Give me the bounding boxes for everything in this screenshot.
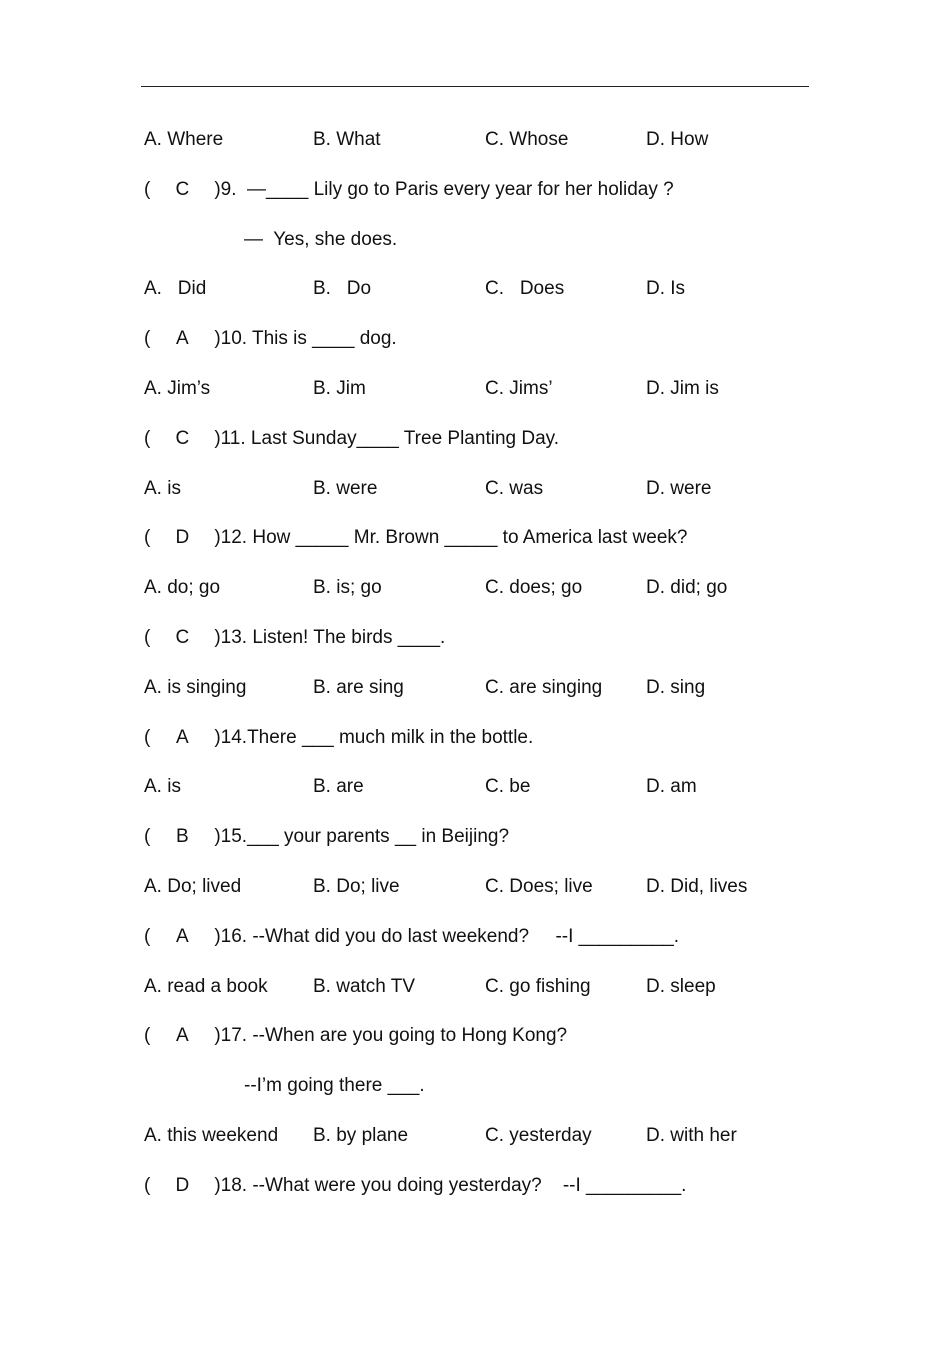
dialogue-continuation bbox=[144, 215, 844, 265]
answer-letter: A bbox=[175, 1025, 189, 1047]
question-text: )9. —____ Lily go to Paris every year for her holiday ? bbox=[214, 178, 674, 200]
question-text: )17. --When are you going to Hong Kong? bbox=[214, 1025, 568, 1047]
answer-bracket: ( bbox=[144, 1174, 151, 1196]
option-a: A. read a book bbox=[144, 975, 268, 997]
answer-letter: A bbox=[175, 328, 189, 350]
option-c: C. Does; live bbox=[485, 875, 593, 897]
option-a: A. Did bbox=[144, 278, 207, 300]
option-a: A. Where bbox=[144, 129, 224, 150]
option-b: B. Do bbox=[313, 278, 372, 300]
option-d: D. Is bbox=[646, 278, 686, 300]
option-a: A. is singing bbox=[144, 676, 247, 698]
option-d: D. did; go bbox=[646, 577, 728, 599]
continuation-text: --I’m going there ___. bbox=[244, 1075, 425, 1097]
option-b: B. What bbox=[313, 129, 381, 150]
question-text: )14.There ___ much milk in the bottle. bbox=[214, 726, 534, 748]
option-b: B. Jim bbox=[313, 377, 366, 399]
option-a: A. Do; lived bbox=[144, 875, 242, 897]
option-a: A. do; go bbox=[144, 577, 221, 599]
option-a: A. is bbox=[144, 776, 181, 798]
option-a: A. this weekend bbox=[144, 1124, 279, 1146]
option-b: B. by plane bbox=[313, 1124, 409, 1146]
question-line bbox=[144, 912, 844, 962]
options-row bbox=[144, 663, 844, 713]
answer-letter: A bbox=[175, 726, 189, 748]
answer-letter: A bbox=[175, 925, 189, 947]
question-list bbox=[144, 115, 844, 1211]
option-c: C. be bbox=[485, 776, 531, 798]
question-text: )15.___ your parents __ in Beijing? bbox=[214, 826, 510, 848]
options-row bbox=[144, 762, 844, 812]
question-line bbox=[144, 713, 844, 763]
answer-bracket: ( bbox=[144, 1025, 151, 1047]
options-row bbox=[144, 862, 844, 912]
option-d: D. sleep bbox=[646, 975, 716, 997]
option-c: C. was bbox=[485, 477, 544, 499]
option-c: C. does; go bbox=[485, 577, 583, 599]
answer-letter: D bbox=[175, 1174, 190, 1196]
option-d: D. Did, lives bbox=[646, 875, 748, 897]
options-row bbox=[144, 115, 844, 165]
question-line bbox=[144, 414, 844, 464]
option-c: C. Does bbox=[485, 278, 565, 300]
option-b: B. Do; live bbox=[313, 875, 400, 897]
question-line bbox=[144, 812, 844, 862]
question-line bbox=[144, 513, 844, 563]
option-b: B. watch TV bbox=[313, 975, 416, 997]
answer-letter: D bbox=[175, 527, 190, 549]
answer-bracket: ( bbox=[144, 178, 151, 200]
option-d: D. am bbox=[646, 776, 697, 798]
option-c: C. yesterday bbox=[485, 1124, 592, 1146]
option-a: A. is bbox=[144, 477, 181, 499]
option-a: A. Jim’s bbox=[144, 377, 211, 399]
answer-bracket: ( bbox=[144, 826, 151, 848]
answer-letter: B bbox=[175, 826, 189, 848]
option-d: D. Jim is bbox=[646, 377, 719, 399]
header-rule bbox=[141, 86, 809, 87]
answer-bracket: ( bbox=[144, 626, 151, 648]
answer-letter: C bbox=[175, 178, 190, 200]
answer-letter: C bbox=[175, 427, 190, 449]
question-line bbox=[144, 165, 844, 215]
question-text: )16. --What did you do last weekend? --I _________. bbox=[214, 925, 680, 947]
option-b: B. is; go bbox=[313, 577, 382, 599]
question-line bbox=[144, 613, 844, 663]
question-text: )11. Last Sunday____ Tree Planting Day. bbox=[214, 427, 560, 449]
options-row bbox=[144, 264, 844, 314]
answer-bracket: ( bbox=[144, 328, 151, 350]
option-d: D. with her bbox=[646, 1124, 737, 1146]
option-c: C. Whose bbox=[485, 129, 569, 150]
answer-bracket: ( bbox=[144, 726, 151, 748]
answer-bracket: ( bbox=[144, 427, 151, 449]
question-line bbox=[144, 1011, 844, 1061]
options-row bbox=[144, 1111, 844, 1161]
option-b: B. are sing bbox=[313, 676, 404, 698]
option-d: D. sing bbox=[646, 676, 706, 698]
option-c: C. go fishing bbox=[485, 975, 591, 997]
options-row bbox=[144, 962, 844, 1012]
question-line bbox=[144, 1161, 844, 1211]
continuation-text: — Yes, she does. bbox=[244, 228, 398, 250]
question-text: )12. How _____ Mr. Brown _____ to America last week? bbox=[214, 527, 688, 549]
options-row bbox=[144, 464, 844, 514]
option-d: D. How bbox=[646, 129, 709, 150]
option-d: D. were bbox=[646, 477, 712, 499]
answer-bracket: ( bbox=[144, 925, 151, 947]
options-row bbox=[144, 364, 844, 414]
question-text: )18. --What were you doing yesterday? --I _________. bbox=[214, 1174, 687, 1196]
option-b: B. are bbox=[313, 776, 364, 798]
option-c: C. Jims’ bbox=[485, 377, 553, 399]
question-text: )13. Listen! The birds ____. bbox=[214, 626, 446, 648]
option-b: B. were bbox=[313, 477, 378, 499]
dialogue-continuation bbox=[144, 1061, 844, 1111]
question-text: )10. This is ____ dog. bbox=[214, 328, 397, 350]
answer-bracket: ( bbox=[144, 527, 151, 549]
answer-letter: C bbox=[175, 626, 190, 648]
question-line bbox=[144, 314, 844, 364]
option-c: C. are singing bbox=[485, 676, 603, 698]
options-row bbox=[144, 563, 844, 613]
